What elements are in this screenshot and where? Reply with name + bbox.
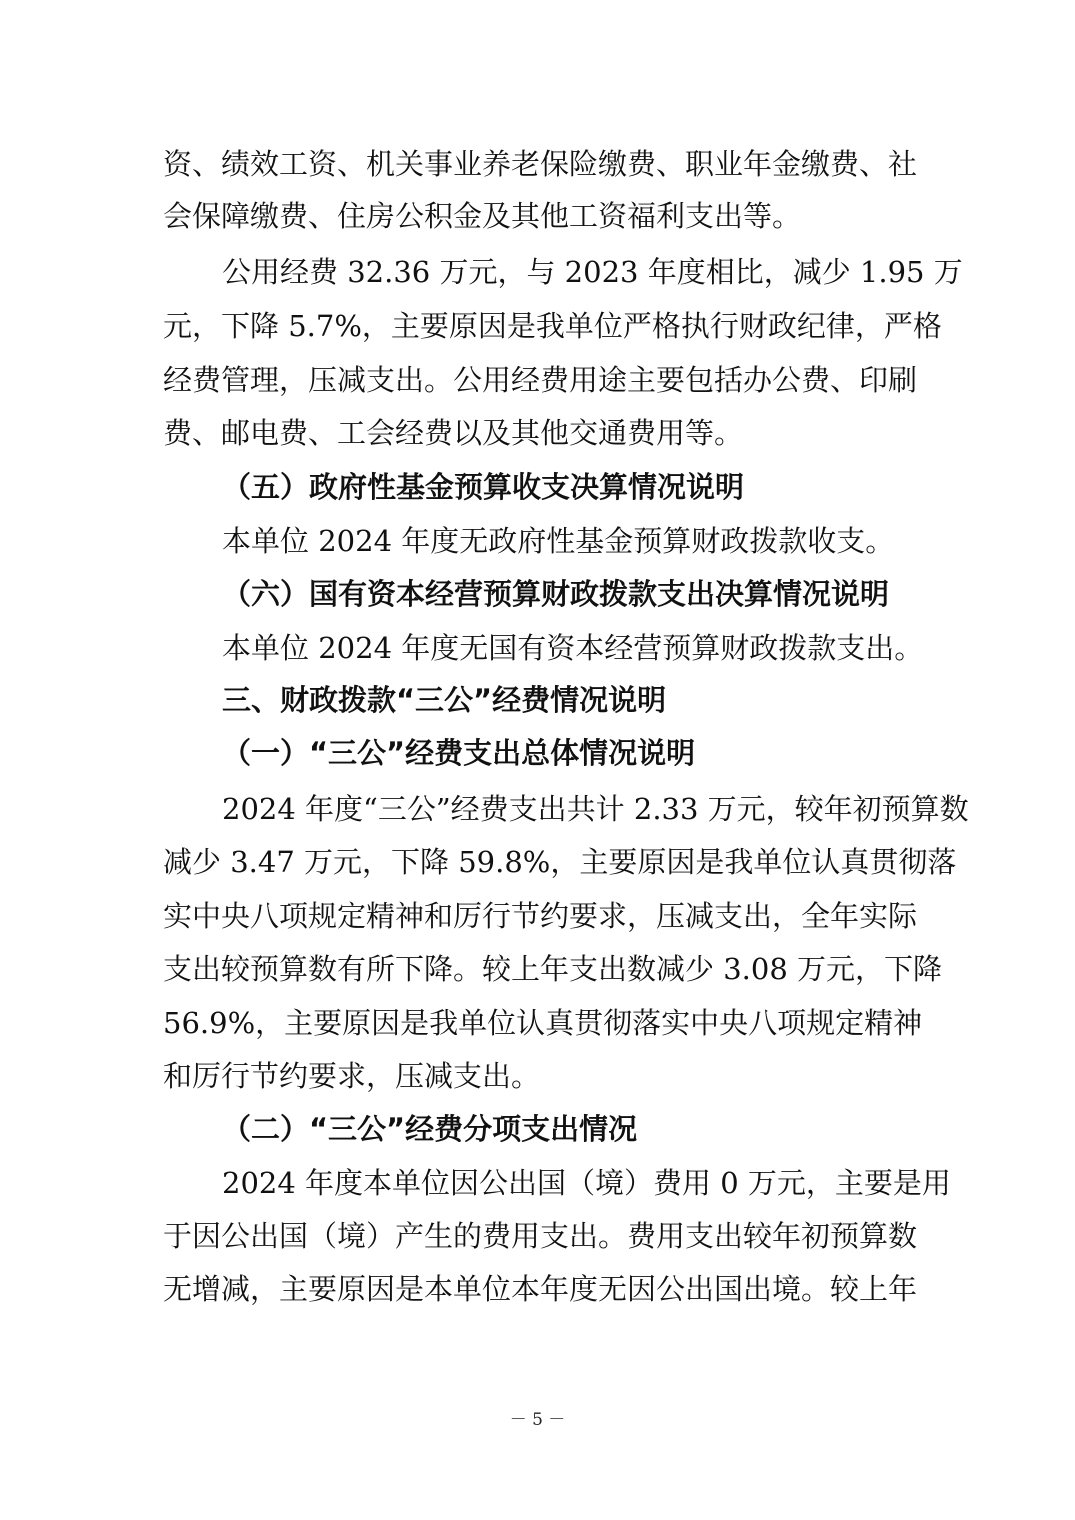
text-line: 资、绩效工资、机关事业养老保险缴费、职业年金缴费、社: [163, 147, 918, 181]
text-line: 会保障缴费、住房公积金及其他工资福利支出等。: [163, 199, 802, 233]
text-line: 本单位 2024 年度无政府性基金预算财政拨款收支。: [222, 524, 895, 558]
text-line: 无增减，主要原因是本单位本年度无因公出国出境。较上年: [163, 1272, 918, 1306]
body-paragraph-line: [0, 622, 1075, 674]
body-paragraph-line: [0, 407, 1075, 459]
body-paragraph-line: [0, 836, 1075, 888]
text-line: 2024 年度“三公”经费支出共计 2.33 万元，较年初预算数: [222, 792, 969, 826]
text-line: 支出较预算数有所下降。较上年支出数减少 3.08 万元，下降: [163, 952, 943, 986]
page-number: － 5 －: [509, 1410, 566, 1430]
section-heading: [0, 727, 1075, 779]
body-paragraph-line: [0, 138, 1075, 190]
text-line: 本单位 2024 年度无国有资本经营预算财政拨款支出。: [222, 631, 924, 665]
body-paragraph-line: [0, 783, 1075, 835]
heading-text: （五）政府性基金预算收支决算情况说明: [222, 470, 745, 504]
text-line: 公用经费 32.36 万元，与 2023 年度相比，减少 1.95 万: [222, 255, 963, 289]
text-line: 2024 年度本单位因公出国（境）费用 0 万元，主要是用: [222, 1166, 951, 1200]
heading-text: 三、财政拨款“三公”经费情况说明: [222, 683, 667, 717]
chapter-heading: [0, 674, 1075, 726]
body-paragraph-line: [0, 1157, 1075, 1209]
body-paragraph-line: [0, 1050, 1075, 1102]
text-line: 于因公出国（境）产生的费用支出。费用支出较年初预算数: [163, 1219, 918, 1253]
text-line: 元，下降 5.7%，主要原因是我单位严格执行财政纪律，严格: [163, 309, 942, 343]
body-paragraph-line: [0, 515, 1075, 567]
section-heading: [0, 1103, 1075, 1155]
text-line: 实中央八项规定精神和厉行节约要求，压减支出，全年实际: [163, 899, 918, 933]
body-paragraph-line: [0, 890, 1075, 942]
text-line: 经费管理，压减支出。公用经费用途主要包括办公费、印刷: [163, 363, 918, 397]
section-heading: [0, 568, 1075, 620]
body-paragraph-line: [0, 246, 1075, 298]
heading-text: （六）国有资本经营预算财政拨款支出决算情况说明: [222, 577, 890, 611]
body-paragraph-line: [0, 300, 1075, 352]
text-line: 费、邮电费、工会经费以及其他交通费用等。: [163, 416, 744, 450]
body-paragraph-line: [0, 354, 1075, 406]
text-line: 和厉行节约要求，压减支出。: [163, 1059, 541, 1093]
text-line: 减少 3.47 万元，下降 59.8%，主要原因是我单位认真贯彻落: [163, 845, 957, 879]
section-heading: [0, 461, 1075, 513]
body-paragraph-line: [0, 1210, 1075, 1262]
body-paragraph-line: [0, 943, 1075, 995]
heading-text: （一）“三公”经费支出总体情况说明: [222, 736, 696, 770]
body-paragraph-line: [0, 190, 1075, 242]
heading-text: （二）“三公”经费分项支出情况: [222, 1112, 638, 1146]
body-paragraph-line: [0, 1263, 1075, 1315]
body-paragraph-line: [0, 997, 1075, 1049]
text-line: 56.9%，主要原因是我单位认真贯彻落实中央八项规定精神: [163, 1006, 923, 1040]
